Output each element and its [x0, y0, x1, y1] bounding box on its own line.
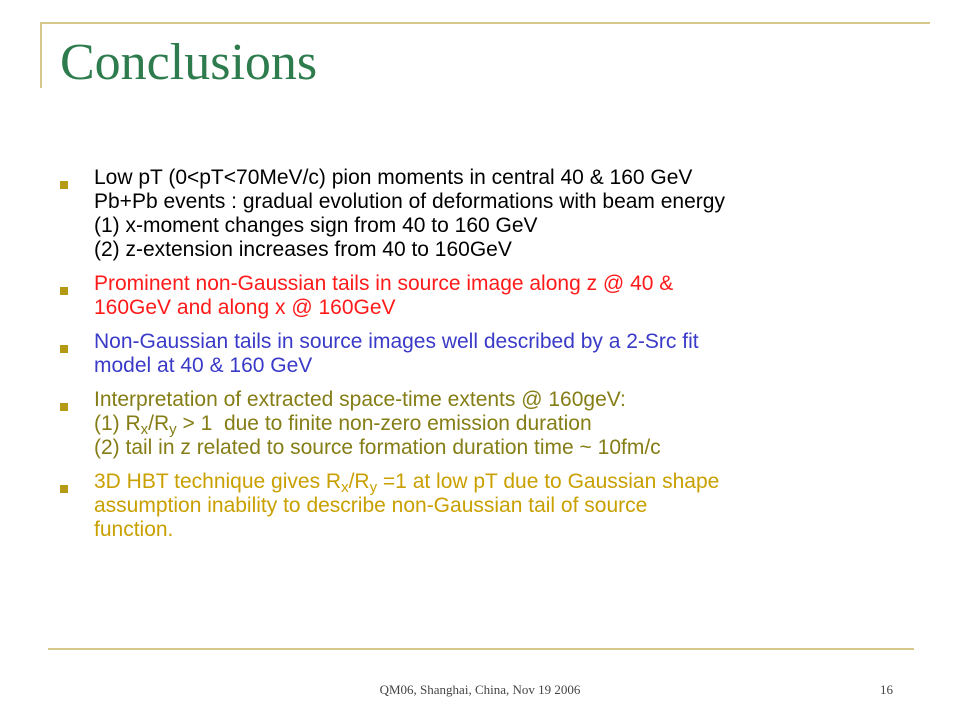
text-run: /R: [148, 412, 170, 435]
bullet-line: Interpretation of extracted space-time extents @ 160geV:: [94, 388, 626, 411]
slide-title: Conclusions: [60, 34, 318, 91]
top-frame-line: [40, 22, 930, 24]
subscript: x: [140, 421, 149, 438]
subscript: y: [369, 479, 378, 496]
bullet-line: Pb+Pb events : gradual evolution of deformations with beam energy: [94, 190, 725, 213]
bullet-interpretation: [60, 388, 900, 460]
bullet-line: Prominent non-Gaussian tails in source image along z @ 40 &: [94, 272, 674, 295]
bullet-line: function.: [94, 518, 174, 541]
bullet-marker-icon: [60, 485, 68, 493]
text-run: (1) R: [94, 412, 141, 435]
bullet-2src-fit: [60, 330, 900, 378]
page-number: 16: [880, 682, 893, 697]
bullet-pion-moments: [60, 166, 900, 262]
bottom-frame-line: [48, 648, 914, 650]
bullet-line-ratio: [94, 412, 900, 436]
subscript: x: [341, 479, 349, 496]
bullet-non-gaussian-tails: [60, 272, 900, 320]
bullet-marker-icon: [60, 345, 68, 353]
bullet-list: [60, 166, 900, 552]
bullet-line: (2) tail in z related to source formation duration time ~ 10fm/c: [94, 436, 661, 459]
bullet-line: (1) x-moment changes sign from 40 to 160 GeV: [94, 214, 538, 237]
bullet-line: assumption inability to describe non-Gaussian tail of source: [94, 494, 648, 517]
footer-text: QM06, Shanghai, China, Nov 19 2006: [379, 682, 581, 697]
bullet-marker-icon: [60, 403, 68, 411]
bullet-marker-icon: [60, 287, 68, 295]
text-run: 3D HBT technique gives R: [94, 470, 342, 493]
text-run: > 1 due to finite non-zero emission duration: [176, 412, 592, 435]
bullet-line: 160GeV and along x @ 160GeV: [94, 296, 396, 319]
bullet-marker-icon: [60, 181, 68, 189]
text-run: /R: [348, 470, 370, 493]
bullet-line: (2) z-extension increases from 40 to 160GeV: [94, 238, 512, 261]
left-frame-line: [40, 22, 42, 88]
bullet-line: Low pT (0<pT<70MeV/c) pion moments in central 40 & 160 GeV: [94, 166, 693, 189]
bullet-line: model at 40 & 160 GeV: [94, 354, 313, 377]
bullet-3d-hbt: [60, 470, 900, 542]
subscript: y: [169, 421, 177, 438]
bullet-line-ratio: [94, 470, 900, 494]
text-run: =1 at low pT due to Gaussian shape: [377, 470, 720, 493]
bullet-line: Non-Gaussian tails in source images well described by a 2-Src fit: [94, 330, 699, 353]
